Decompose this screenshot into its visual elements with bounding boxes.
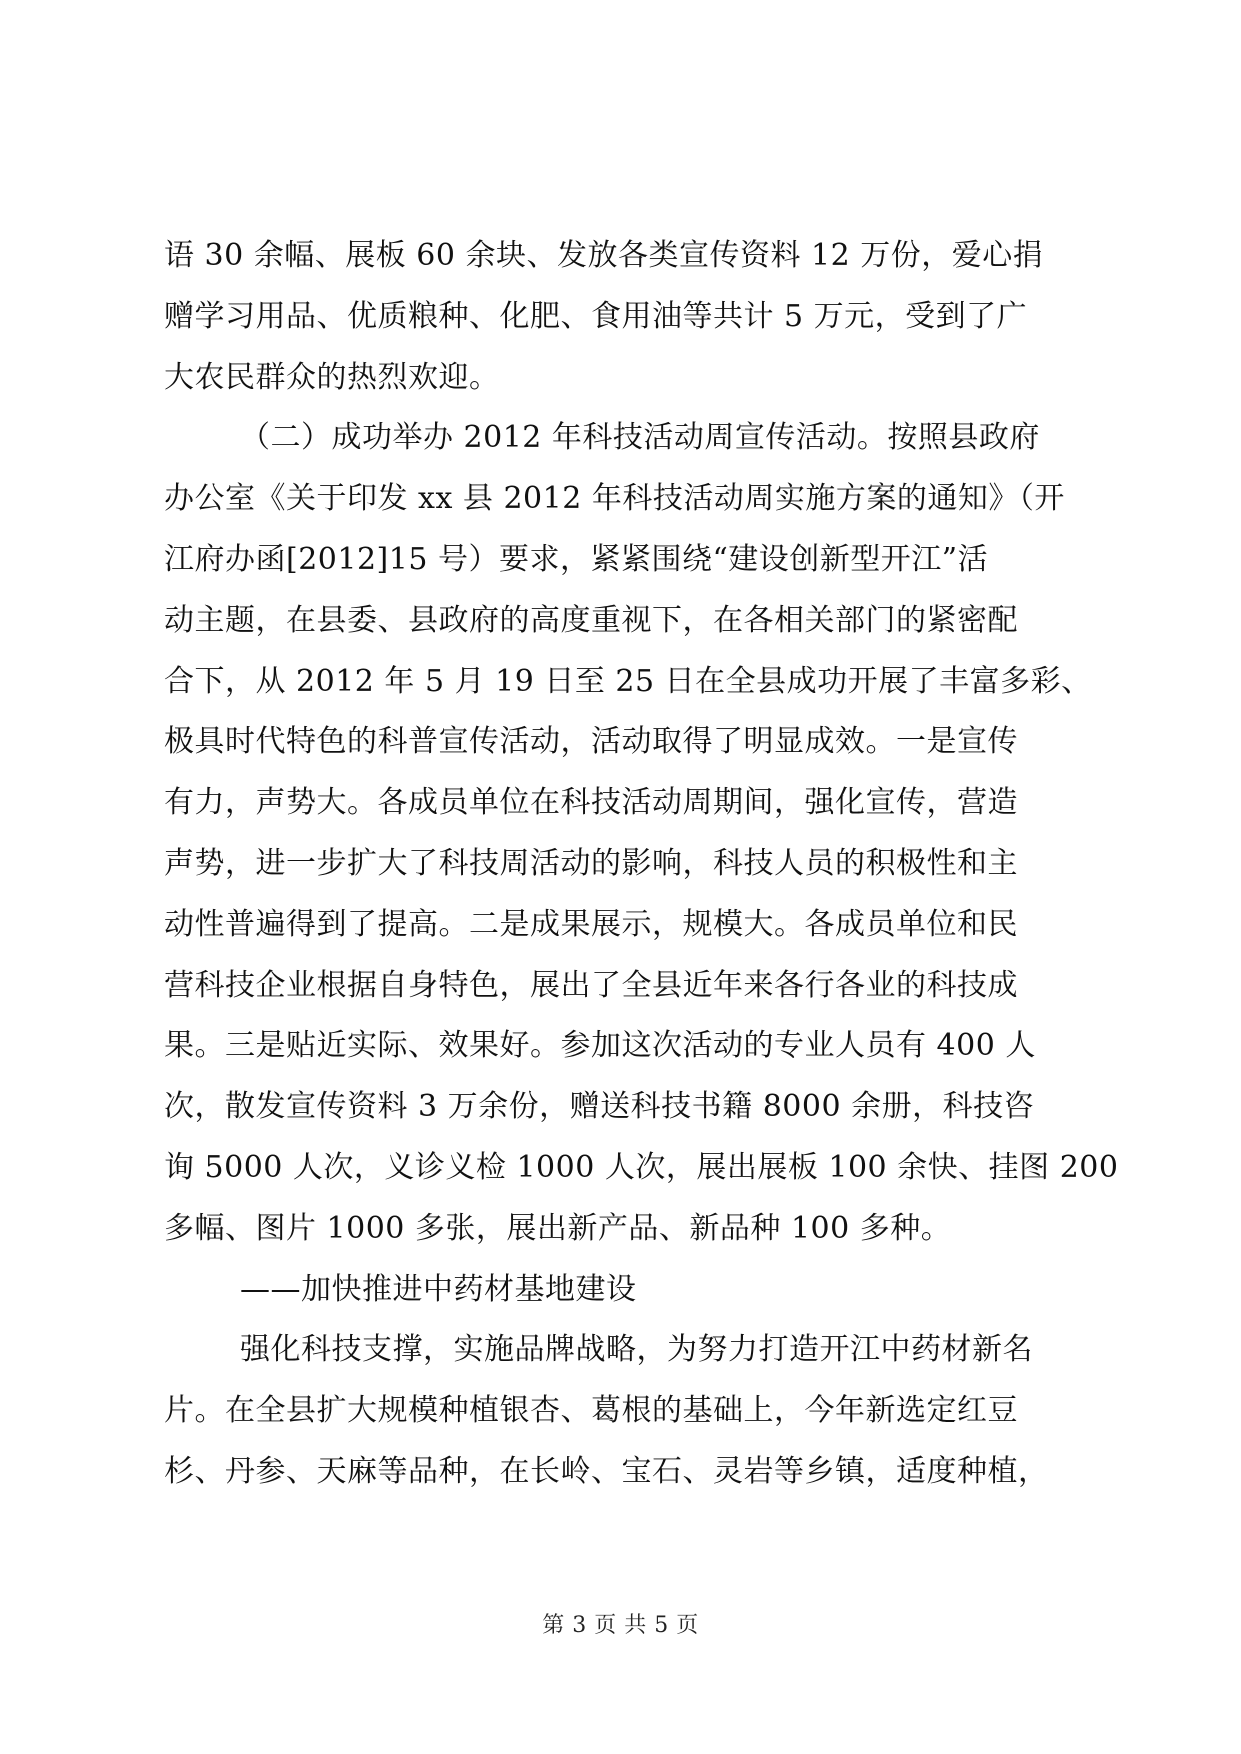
text-line: 大农民群众的热烈欢迎。 [164,359,500,395]
paragraph-start-line: 强化科技支撑，实施品牌战略，为努力打造开江中药材新名 [240,1332,1033,1368]
text-line: 次，散发宣传资料 3 万余份，赠送科技书籍 8000 余册，科技咨 [164,1089,1035,1125]
text-line: 动性普遍得到了提高。二是成果展示，规模大。各成员单位和民 [164,906,1018,942]
text-line: 片。在全县扩大规模种植银杏、葛根的基础上，今年新选定红豆 [164,1393,1018,1429]
page-footer [0,1608,1241,1639]
text-line: 动主题，在县委、县政府的高度重视下，在各相关部门的紧密配 [164,602,1018,638]
text-line: 果。三是贴近实际、效果好。参加这次活动的专业人员有 400 人 [164,1028,1036,1064]
text-line: 声势，进一步扩大了科技周活动的影响，科技人员的积极性和主 [164,845,1018,881]
body-text [164,226,1119,1503]
text-line: 语 30 余幅、展板 60 余块、发放各类宣传资料 12 万份，爱心捐 [164,238,1044,273]
text-line: 极具时代特色的科普宣传活动，活动取得了明显成效。一是宣传 [164,724,1018,760]
text-line: 赠学习用品、优质粮种、化肥、食用油等共计 5 万元，受到了广 [164,298,1028,334]
text-line: 江府办函[2012]15 号）要求，紧紧围绕“建设创新型开江”活 [164,541,989,577]
section-heading: ——加快推进中药材基地建设 [240,1271,637,1307]
text-line: 询 5000 人次，义诊义检 1000 人次，展出展板 100 余快、挂图 200 [164,1149,1119,1185]
paragraph-start-line: （二）成功举办 2012 年科技活动周宣传活动。按照县政府 [240,420,1040,456]
text-line: 多幅、图片 1000 多张，展出新产品、新品种 100 多种。 [164,1210,952,1246]
page-number-label: 第 3 页 共 5 页 [542,1613,699,1638]
text-line: 合下，从 2012 年 5 月 19 日至 25 日在全县成功开展了丰富多彩、 [164,663,1092,699]
text-line: 营科技企业根据自身特色，展出了全县近年来各行各业的科技成 [164,967,1018,1003]
text-line: 办公室《关于印发 xx 县 2012 年科技活动周实施方案的通知》（开 [164,481,1065,517]
text-line: 杉、丹参、天麻等品种，在长岭、宝石、灵岩等乡镇，适度种植， [164,1453,1049,1489]
text-line: 有力，声势大。各成员单位在科技活动周期间，强化宣传，营造 [164,785,1018,821]
